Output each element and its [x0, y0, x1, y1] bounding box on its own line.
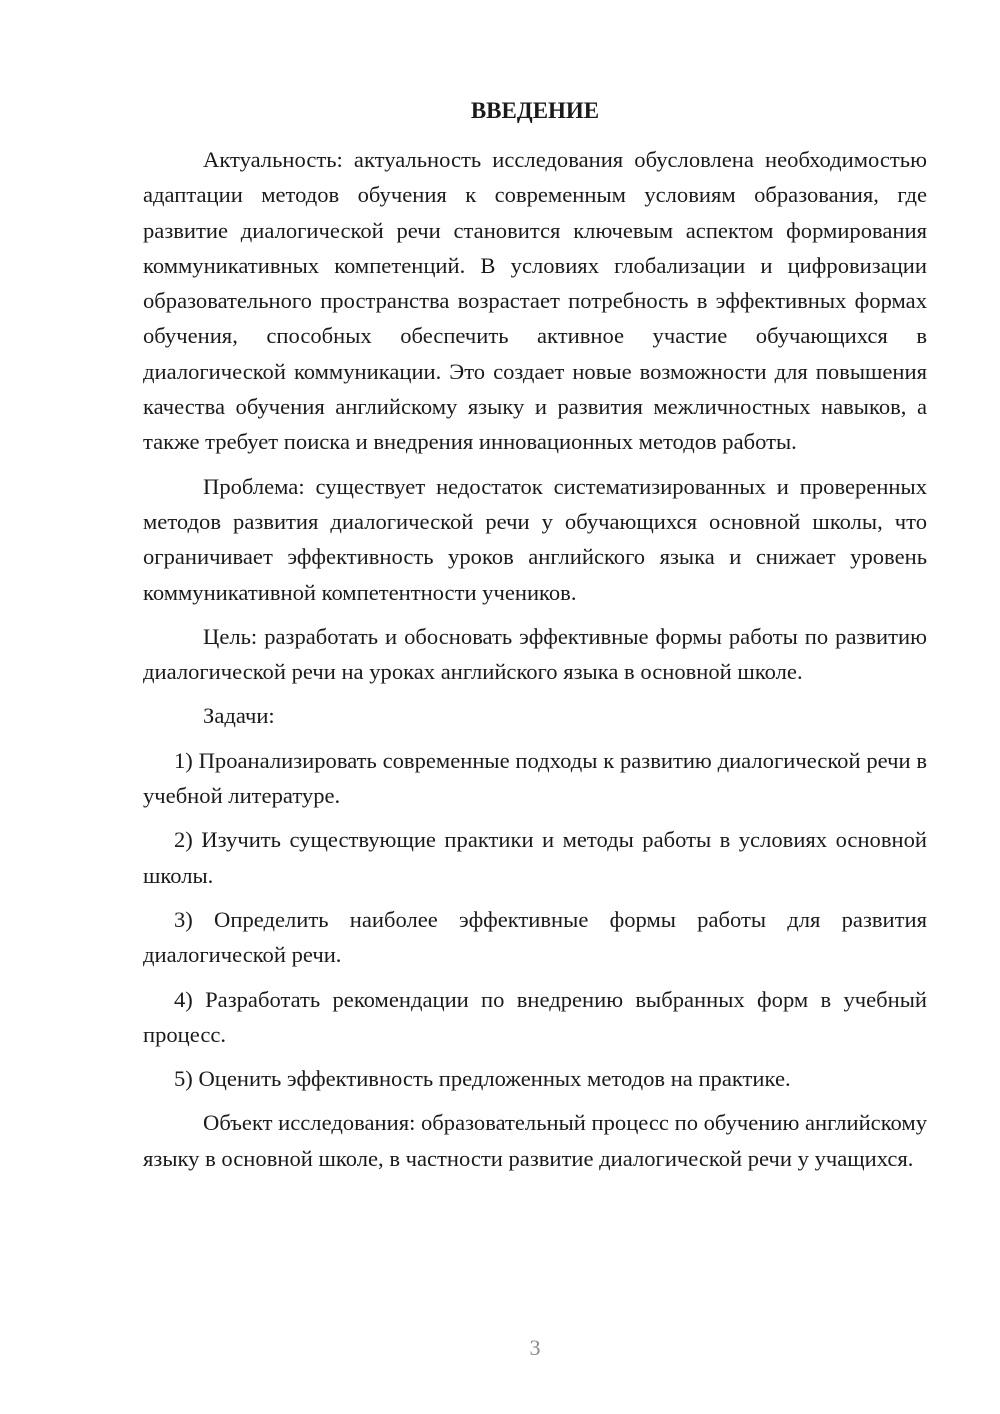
tasks-label: Задачи:: [203, 703, 275, 729]
relevance-paragraph: Актуальность: актуальность исследования обусловлена необходимостью адаптации методов обучения к современным условиям образования, где развитие диалогической речи становится ключевым аспектом формирования коммуникативных компетенций. В условиях глобализации и цифровизации образовательного пространства возрастает потребность в эффективных формах обучения, способных обеспечить активное участие обучающихся в диалогической коммуникации. Это создает новые возможности для повышения качества обучения английскому языку и развития межличностных навыков, а также требует поиска и внедрения инновационных методов работы.: [143, 147, 927, 455]
section-heading: ВВЕДЕНИЕ: [470, 98, 600, 123]
goal-paragraph: Цель: разработать и обосновать эффективные формы работы по развитию диалогической речи на уроках английского языка в основной школе.: [143, 623, 927, 685]
task-item-4: 4) Разработать рекомендации по внедрению выбранных форм в учебный процесс.: [143, 986, 927, 1047]
document-body: [143, 142, 927, 1185]
task-item-3: 3) Определить наиболее эффективные формы работы для развития диалогической речи.: [143, 906, 927, 968]
task-item-1: 1) Проанализировать современные подходы к развитию диалогической речи в учебной литературе.: [143, 747, 927, 809]
task-item-2: 2) Изучить существующие практики и методы работы в условиях основной школы.: [143, 827, 927, 888]
document-page: [143, 0, 927, 1414]
object-paragraph: Объект исследования: образовательный процесс по обучению английскому языку в основной школе, в частности развитие диалогической речи у учащихся.: [143, 1110, 927, 1171]
task-item-5: 5) Оценить эффективность предложенных методов на практике.: [174, 1066, 791, 1092]
page-number: 3: [529, 1335, 541, 1360]
problem-paragraph: Проблема: существует недостаток систематизированных и проверенных методов развития диалогической речи у обучающихся основной школы, что ограничивает эффективность уроков английского языка и снижает уровень коммуникативной компетентности учеников.: [143, 473, 927, 605]
